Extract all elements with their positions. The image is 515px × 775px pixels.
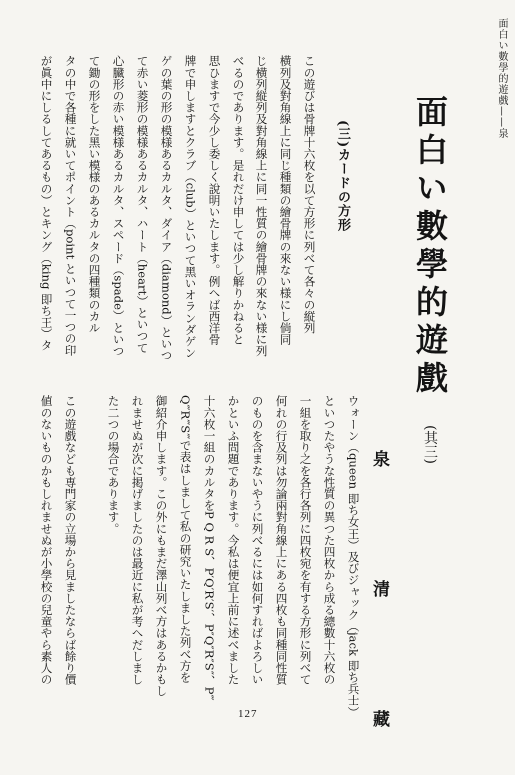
body-line: 横列及對角線上に同じ種類の繪骨牌の來ない様にし倘同 — [278, 55, 293, 345]
body-line: この遊戲なども専門家の立場から見ましたならば餘り價 — [63, 395, 78, 685]
section-heading: (三)カードの方形 — [335, 120, 350, 233]
body-line: て鋤の形をした黑い模様のあるカルタの四種類のカル — [87, 55, 102, 334]
body-line: 値のないものかもしれませぬが小學校の兒童やら素人の — [39, 395, 54, 685]
body-line: て赤い菱形の模様あるカルタ、ハート（heart）といつて — [135, 55, 150, 354]
body-line: 牌で申しますとクラブ（club）といつて黑いオランダゲン — [183, 55, 198, 359]
body-line: が眞中にしるしてあるもの）とキング（king 即ち王）タ — [39, 55, 54, 352]
body-line: といつたやうな性質の異つた四枚から成る總數十六枚の — [322, 395, 337, 685]
body-line: 御紹介申します。この外にもまだ澤山列べ方はあるかもし — [154, 395, 169, 697]
body-line: この遊びは骨牌十六枚を以て方形に列べて各々の縦列 — [302, 55, 317, 334]
running-head: 面白い數學的遊戲——泉 — [496, 18, 507, 139]
body-line: ゲの葉の形の模様あるカルタ、ダイア（diamond）といつ — [159, 55, 174, 362]
body-line: 何れの行及列は勿論兩對角線上にある四枚も同種同性質 — [274, 395, 289, 685]
author-name: 泉 清 藏 — [369, 450, 389, 775]
body-line: れませぬが次に掲げましたのは最近に私が考へだしまし — [130, 395, 145, 685]
body-line: べるのであります。是れだけ申しては少し解りかねると — [231, 55, 246, 345]
body-line: 心臓形の赤い模様あるカルタ、スペード（spade）といつ — [111, 55, 126, 357]
body-line: タの中で各種に就いてポイント（point といつて一つの印 — [63, 55, 78, 356]
page-number: 127 — [238, 708, 258, 720]
body-line: じ横列縦列及對角線上に同一性質の繪骨牌の來ない様に列 — [254, 55, 269, 357]
body-line: 十六枚一組のカルタをP Q R S、P′Q′R′S′、P″Q″R″S″、P‴ — [202, 395, 217, 701]
body-line: 一組を取り之を各行各列に四枚宛を有する方形に列べて — [298, 395, 313, 685]
article-title: 面白い數學的遊戲 — [411, 95, 449, 399]
body-line: のものを含まないやうに列べるには如何すればよろしい — [250, 395, 265, 685]
article-subtitle: (其三) — [422, 425, 438, 464]
body-line: 思ひますで今少し委しく說明いたします。例へば西洋骨 — [207, 55, 222, 345]
body-line: かといふ問題であります。今私は便宜上前に述べました — [226, 395, 241, 685]
body-line: ウォーン（queen 即ち女王）及びジャック（jack 即ち兵士） — [346, 395, 361, 718]
body-line: た二つの場合であります。 — [106, 395, 121, 535]
body-line: Q‴R‴S‴で表はしまして私の研究いたしました列べ方を — [178, 395, 193, 683]
